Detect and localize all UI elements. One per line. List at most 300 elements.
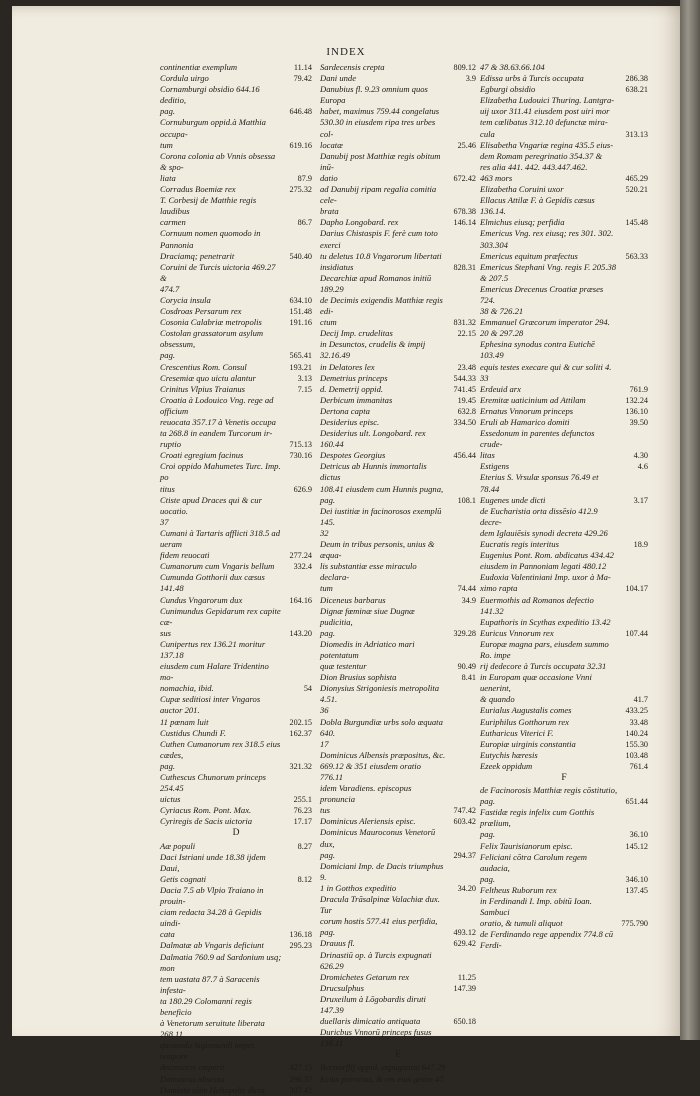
index-entry-text: corum hostis 577.41 eius perfidia, <box>320 916 438 927</box>
index-entry <box>480 73 648 84</box>
index-entry-text: pag. <box>160 106 176 117</box>
index-entry-reference: 19.45 <box>457 395 476 405</box>
index-entry <box>480 572 648 583</box>
index-entry <box>480 495 648 506</box>
index-entry <box>320 1062 476 1073</box>
index-entry-text: rij dedecore à Turcis occupata 32.31 <box>480 661 607 672</box>
index-entry-reference: 565.41 <box>289 351 312 361</box>
index-entry-reference: 307.42 <box>289 1085 312 1095</box>
index-entry-reference: 145.48 <box>625 218 648 228</box>
index-entry <box>480 918 648 929</box>
index-entry-text: ta 268.8 in eandem Turcorum ir- <box>160 428 273 439</box>
index-entry <box>160 728 312 739</box>
index-entry <box>320 528 476 539</box>
index-entry <box>160 317 312 328</box>
index-entry <box>320 461 476 483</box>
index-entry <box>480 896 648 918</box>
index-entry-text: reuocata 357.17 à Venetis occupa <box>160 417 276 427</box>
index-entry-text: Dani unde <box>320 73 357 84</box>
index-entry <box>480 841 648 852</box>
index-entry-reference: 145.12 <box>625 841 648 851</box>
index-entry-text: Euricus Vnnorum rex <box>480 627 554 638</box>
index-entry-text: Dacia 7.5 ab Vlpio Traiano in prouin- <box>160 884 264 907</box>
index-entry-reference: 493.12 <box>453 928 476 938</box>
index-entry-reference: 651.44 <box>625 797 648 807</box>
index-entry-text: pag. <box>160 760 176 771</box>
index-entry <box>320 561 476 583</box>
index-entry <box>480 117 648 128</box>
index-entry-reference: 334.50 <box>453 418 476 427</box>
index-entry-text: Damiata olim Heliopolis dicta <box>160 1084 265 1095</box>
index-entry-text: Corona colonia ab Vnnis obsessa & spo- <box>160 150 276 172</box>
index-entry <box>480 129 648 140</box>
index-entry <box>320 950 476 972</box>
index-entry-reference: 76.23 <box>293 806 312 816</box>
index-entry-reference: 321.32 <box>289 761 312 771</box>
index-entry-text: liata <box>160 172 176 183</box>
index-entry-reference: 136.18 <box>289 930 312 940</box>
index-entry-text: equis testes execare qui & cur soliti 4. <box>480 361 612 372</box>
index-entry-reference: 313.13 <box>625 129 648 139</box>
index-entry <box>320 595 476 606</box>
index-entry <box>480 717 648 728</box>
index-entry-reference: 629.42 <box>453 939 476 949</box>
index-entry <box>160 140 312 151</box>
index-entry-text: Ferdi- <box>480 940 502 951</box>
index-entry <box>160 816 312 827</box>
index-entry-reference: 650.18 <box>453 1017 476 1027</box>
index-entry-text: locatæ <box>320 139 343 150</box>
index-entry-reference: 290.37 <box>289 1074 312 1084</box>
index-entry <box>480 829 648 840</box>
index-entry <box>320 373 476 384</box>
index-entry <box>480 84 648 95</box>
index-entry-text: Ezeek oppidum <box>480 760 533 771</box>
index-entry <box>480 472 648 494</box>
index-entry <box>480 417 648 428</box>
index-entry-text: Dominicus Albensis præpositus, &c. <box>320 749 446 760</box>
index-entry-reference: 646.48 <box>289 107 312 117</box>
index-entry-text: Eucratis regis interitus <box>480 539 559 550</box>
index-entry <box>320 972 476 983</box>
index-entry-text: 669.12 & 351 eiusdem oratio 776.11 <box>320 760 421 782</box>
index-entry <box>160 362 312 373</box>
index-entry <box>480 639 648 661</box>
index-entry-text: Dalmatia 760.9 ad Sardonium usq; mon <box>160 951 282 973</box>
index-entry-text: Desiderius ult. Longobard. rex 160.44 <box>320 428 426 450</box>
index-entry-text: tem cœlibatus 312.10 defunctæ mira- <box>480 117 608 128</box>
index-entry-reference: 7.15 <box>297 384 312 394</box>
index-entry-reference: 4.30 <box>633 451 648 461</box>
index-entry-text: Elmichus eiusq; perfidia <box>480 217 565 228</box>
index-entry-text: uictus <box>160 794 181 805</box>
index-entry-text: Deum in tribus personis, unius & æqua- <box>320 539 435 561</box>
index-entry <box>320 339 476 361</box>
index-entry-text: Emericus equitum præfectus <box>480 250 578 261</box>
index-entry-text: Daci Istriani unde 18.38 ijdem Daui, <box>160 851 266 873</box>
index-entry <box>320 217 476 228</box>
index-entry-text: Eremitæ uaticinium ad Attilam <box>480 394 586 405</box>
index-entry-reference: 8.12 <box>297 874 312 884</box>
index-entry-reference: 137.45 <box>625 885 648 895</box>
index-entry-text: 33 <box>480 372 489 383</box>
next-page-edge <box>680 0 700 1040</box>
index-entry-reference: 193.21 <box>289 362 312 372</box>
index-entry-reference: 619.16 <box>289 140 312 150</box>
index-entry-reference: 103.48 <box>625 750 648 760</box>
index-entry-text: Detricus ab Hunnis immortalis dictus <box>320 461 427 483</box>
index-entry <box>320 273 476 295</box>
index-entry-text: Drauus fl. <box>320 938 355 949</box>
index-entry <box>480 251 648 262</box>
index-entry-text: pag. <box>480 829 496 840</box>
index-entry <box>480 874 648 885</box>
index-entry <box>160 106 312 117</box>
index-entry <box>480 262 648 273</box>
index-entry <box>160 772 312 794</box>
index-entry-text: 463 mors <box>480 172 513 183</box>
index-entry-text: Drucsulphus <box>320 982 364 993</box>
index-entry-text: Feltheus Ruborum rex <box>480 884 557 895</box>
index-entry-text: & 207.5 <box>480 272 509 283</box>
index-entry-reference: 433.25 <box>625 706 648 716</box>
index-entry <box>160 952 312 974</box>
index-entry-text: Emericus Drecenus Croatiæ præses 724. <box>480 283 604 305</box>
index-entry-text: in Delatores lex <box>320 361 375 372</box>
index-entry <box>160 739 312 761</box>
index-entry-text: Cornuburgum oppid.à Matthia occupa- <box>160 117 266 139</box>
index-entry-text: Sardecensis crepta <box>320 62 385 72</box>
index-entry-text: Cunimundus Gepidarum rex capite cæ- <box>160 605 281 627</box>
index-entry-text: Europæ magna pars, eiusdem summo Ro. impe <box>480 638 609 660</box>
index-entry-text: à Venetorum seruitute liberata 268.11 <box>160 1018 265 1040</box>
index-entry <box>320 827 476 849</box>
index-entry <box>320 251 476 262</box>
index-entry <box>480 785 648 796</box>
index-entry-reference: 34.9 <box>461 595 476 605</box>
index-entry-reference: 23.48 <box>457 362 476 372</box>
index-entry <box>480 940 648 951</box>
index-entry-text: cula <box>480 128 495 139</box>
index-entry <box>320 683 476 705</box>
index-entry <box>480 694 648 705</box>
index-entry <box>320 628 476 639</box>
index-entry <box>160 874 312 885</box>
index-entry-reference: 831.32 <box>453 318 476 328</box>
index-entry-text: litas <box>480 450 495 461</box>
index-entry <box>480 162 648 173</box>
index-entry-text: Desiderius episc. <box>320 417 380 427</box>
index-entry-text: Eugenes unde dicti <box>480 494 546 505</box>
index-entry <box>160 384 312 395</box>
index-entry <box>160 661 312 683</box>
index-entry-text: Diomedis in Adriatico mari potentatum <box>320 638 415 660</box>
index-entry-text: Dominicus Mauroconus Venetorū dux, <box>320 827 436 849</box>
index-entry-text: tu deletus 10.8 Vngarorum libertati <box>320 250 442 261</box>
index-entry <box>480 761 648 772</box>
book-page <box>12 6 680 1095</box>
index-entry-text: lis substantiæ esse miraculo declara- <box>320 561 417 583</box>
index-entry-reference: 34.20 <box>457 883 476 893</box>
index-entry <box>320 1074 476 1085</box>
index-entry <box>160 907 312 929</box>
index-entry-reference: 715.13 <box>289 440 312 450</box>
index-entry <box>160 262 312 284</box>
index-entry <box>320 1016 476 1027</box>
index-entry-text: Dobla Burgundiæ urbs solo æquata 640. <box>320 716 443 738</box>
index-entry <box>160 306 312 317</box>
index-entry-text: Coruini de Turcis uictoria 469.27 & <box>160 261 276 283</box>
index-entry <box>160 184 312 195</box>
index-entry <box>320 106 476 117</box>
index-entry-reference: 761.4 <box>629 761 648 771</box>
index-entry <box>480 705 648 716</box>
index-entry-reference: 275.32 <box>289 185 312 195</box>
index-entry-text: Damascus obsessa <box>160 1073 225 1084</box>
index-entry <box>320 805 476 816</box>
index-entry-reference: 761.9 <box>629 384 648 394</box>
index-entry-text: 37 <box>160 516 169 527</box>
index-entry <box>320 206 476 217</box>
index-column-2 <box>320 62 476 1085</box>
index-entry <box>320 894 476 916</box>
index-entry-text: Cuthescus Chunorum princeps 254.45 <box>160 772 266 794</box>
index-entry-reference: 191.16 <box>289 318 312 328</box>
index-entry-reference: 809.12 <box>453 63 476 72</box>
index-entry <box>160 794 312 805</box>
index-entry-text: decrescere cœperit <box>160 1062 225 1073</box>
index-entry <box>160 328 312 350</box>
index-column-3 <box>480 62 648 952</box>
index-entry-reference: 18.9 <box>633 540 648 550</box>
index-entry <box>480 240 648 251</box>
index-entry-reference: 107.44 <box>625 628 648 638</box>
index-entry <box>160 1018 312 1040</box>
index-entry <box>480 217 648 228</box>
index-entry-text: tus <box>320 805 331 816</box>
index-entry <box>480 184 648 195</box>
index-entry-text: Cornuum nomen quomodo in Pannonia <box>160 228 261 250</box>
index-entry <box>480 461 648 472</box>
index-entry-reference: 520.21 <box>625 185 648 195</box>
index-entry-reference: 346.10 <box>625 874 648 884</box>
index-entry <box>480 373 648 384</box>
index-entry <box>320 883 476 894</box>
index-entry-reference: 79.42 <box>293 74 312 84</box>
index-entry <box>320 861 476 883</box>
index-entry <box>320 606 476 628</box>
index-entry <box>160 885 312 907</box>
index-entry <box>480 539 648 550</box>
index-entry <box>320 417 476 428</box>
index-entry-reference: 147.39 <box>453 983 476 993</box>
index-entry-text: Aæ populi <box>160 840 196 851</box>
index-entry-text: pag. <box>160 350 176 361</box>
index-entry <box>320 406 476 417</box>
index-entry-text: Cupæ seditiosi inter Vngaros auctor 201. <box>160 694 261 716</box>
index-entry <box>160 996 312 1018</box>
index-entry <box>160 428 312 439</box>
index-entry <box>480 62 648 73</box>
index-entry-reference: 39.50 <box>629 418 648 427</box>
index-entry-text: carmen <box>160 217 186 228</box>
index-entry <box>480 362 648 373</box>
index-entry <box>480 807 648 829</box>
index-entry-text: Eruli ab Hamarico domiti <box>480 417 570 427</box>
index-entry <box>320 73 476 84</box>
index-entry <box>320 506 476 528</box>
index-entry-text: fidem reuocati <box>160 550 210 561</box>
index-entry-text: habet, maximus 759.44 congelatus <box>320 106 440 117</box>
index-entry-text: de Facinorosis Matthiæ regis cōstitutio, <box>480 785 618 796</box>
index-entry-text: Cunipertus rex 136.21 moritur 137.18 <box>160 638 266 660</box>
index-entry-text: Decij Imp. crudelitas <box>320 328 393 339</box>
index-entry <box>480 885 648 896</box>
index-entry <box>160 974 312 996</box>
index-entry <box>320 317 476 328</box>
index-entry-text: Europiæ uirginis constantia <box>480 738 576 749</box>
index-entry <box>160 350 312 361</box>
index-entry <box>480 273 648 284</box>
index-entry <box>480 428 648 450</box>
index-entry <box>320 750 476 761</box>
index-entry <box>160 561 312 572</box>
index-entry-text: Drinastiū op. à Turcis expugnati 626.29 <box>320 949 432 971</box>
index-entry-reference: 775.790 <box>621 919 648 929</box>
index-entry <box>320 262 476 273</box>
index-entry-reference: 286.38 <box>625 74 648 84</box>
index-entry-reference: 140.24 <box>625 728 648 738</box>
index-entry-text: T. Corbesij de Matthie regis laudibus <box>160 195 257 217</box>
index-entry-text: 303.304 <box>480 239 508 250</box>
index-entry-text: & quando <box>480 694 515 705</box>
index-entry <box>320 173 476 184</box>
index-entry <box>320 705 476 716</box>
index-entry-text: Domiciani Imp. de Dacis triumphus 9. <box>320 860 444 882</box>
index-entry-reference: 3.13 <box>297 373 312 383</box>
index-entry-text: insidiatus <box>320 261 354 272</box>
index-entry-text: pag. <box>320 494 336 505</box>
page-header: INDEX <box>326 46 366 58</box>
index-entry-text: pag. <box>480 873 496 884</box>
index-entry <box>160 228 312 250</box>
index-entry <box>320 850 476 861</box>
index-entry-text: tem uastata 87.7 à Saracenis infesta- <box>160 973 260 995</box>
index-entry-text: Elisabetha Vngariæ regina 435.5 eius- <box>480 139 614 150</box>
index-entry-reference: 41.7 <box>633 695 648 705</box>
index-entry-reference: 146.14 <box>453 218 476 228</box>
index-entry <box>320 184 476 206</box>
index-entry <box>320 395 476 406</box>
index-entry <box>160 117 312 139</box>
index-entry-reference: 74.44 <box>457 584 476 594</box>
index-entry-text: Cosonia Calabriæ metropolis <box>160 317 262 328</box>
index-entry-text: Emericus Vng. rex eiusq; res 301. 302. <box>480 228 614 239</box>
index-entry <box>480 228 648 239</box>
index-entry-text: Dromichetes Getarum rex <box>320 971 410 982</box>
index-entry-text: Dion Brusius sophista <box>320 672 397 683</box>
index-entry-text: Eupathoris in Scythas expeditio 13.42 <box>480 616 611 627</box>
index-entry <box>160 517 312 528</box>
index-entry <box>160 439 312 450</box>
index-entry <box>160 550 312 561</box>
index-entry-text: sus <box>160 627 171 638</box>
index-entry <box>320 916 476 927</box>
index-entry-text: Eudoxia Valentiniani Imp. uxor à Ma- <box>480 572 611 583</box>
index-entry-text: Berstorffij oppid. expugnatio 647.29 <box>320 1062 446 1073</box>
index-entry-reference: 540.40 <box>289 251 312 261</box>
index-entry-text: Fastidæ regis infelix cum Gotthis prælium, <box>480 807 595 829</box>
index-entry <box>160 195 312 217</box>
index-entry <box>480 339 648 361</box>
index-entry-text: eiusdem cum Halare Tridentino mo- <box>160 661 269 683</box>
index-entry-reference: 255.1 <box>293 795 312 805</box>
index-entry <box>320 62 476 73</box>
index-entry-text: Eugenius Pont. Rom. abdicatus 434.42 <box>480 550 614 561</box>
index-entry <box>320 938 476 949</box>
index-entry-text: Cundus Vngarorum dux <box>160 594 243 605</box>
index-entry-reference: 730.16 <box>289 451 312 461</box>
index-entry-text: 474.7 <box>160 283 180 294</box>
index-entry <box>480 195 648 217</box>
index-entry-text: Eterius S. Vrsulæ sponsus 76.49 et 78.44 <box>480 472 599 494</box>
index-entry-text: de Decimis exigendis Matthiæ regis edi- <box>320 294 443 317</box>
index-entry <box>320 816 476 827</box>
index-entry-text: Euriphilus Gotthorum rex <box>480 716 569 727</box>
index-entry-text: res alia 441. 442. 443.447.462. <box>480 161 588 172</box>
section-letter: F <box>561 773 567 783</box>
index-entry <box>480 95 648 106</box>
index-entry-reference: 4.6 <box>637 462 648 472</box>
index-entry-text: 47 & 38.63.66.104 <box>480 62 545 72</box>
index-entry-text: tum <box>160 139 173 150</box>
index-entry-text: Erdeuid arx <box>480 383 521 394</box>
index-entry <box>480 384 648 395</box>
index-entry <box>320 295 476 317</box>
index-entry <box>160 84 312 106</box>
index-entry-text: dem Romam peregrinatio 354.37 & <box>480 150 603 161</box>
index-entry-text: datio <box>320 172 338 183</box>
index-entry <box>320 983 476 994</box>
index-entry-reference: 151.48 <box>289 307 312 317</box>
index-entry <box>320 739 476 750</box>
section-letter: D <box>232 828 240 839</box>
index-entry-text: Crinitus Vlpius Traianus <box>160 383 246 394</box>
index-entry-reference: 672.42 <box>453 173 476 183</box>
index-entry-text: Custidus Chundi F. <box>160 727 226 738</box>
index-entry-text: ciam redacta 34.28 à Gepidis uindi- <box>160 907 262 929</box>
index-entry <box>320 140 476 151</box>
index-entry-text: Croati egregium facinus <box>160 450 244 461</box>
index-entry-text: ad Danubij ripam regalia comitia cele- <box>320 184 437 206</box>
index-entry-text: Essedonum in parentes defunctos crude- <box>480 428 595 450</box>
index-entry-text: brata <box>320 206 339 217</box>
index-entry-text: Dominicus Aleriensis episc. <box>320 816 416 827</box>
index-entry-reference: 8.41 <box>461 673 476 683</box>
index-entry-reference: 3.17 <box>633 495 648 505</box>
index-entry <box>160 694 312 716</box>
index-entry-text: Cumanorum cum Vngaris bellum <box>160 561 275 572</box>
index-entry-text: Emericus Stephani Vng. regis F. 205.38 <box>480 261 617 272</box>
index-entry <box>480 106 648 117</box>
index-entry <box>320 117 476 139</box>
index-entry <box>160 284 312 295</box>
index-entry <box>480 550 648 561</box>
index-entry-text: Duricbus Vnnorū princeps fusus 136.11 <box>320 1027 432 1049</box>
index-entry-text: Cosdroas Persarum rex <box>160 306 242 317</box>
index-entry <box>480 595 648 617</box>
index-entry <box>160 1085 312 1096</box>
